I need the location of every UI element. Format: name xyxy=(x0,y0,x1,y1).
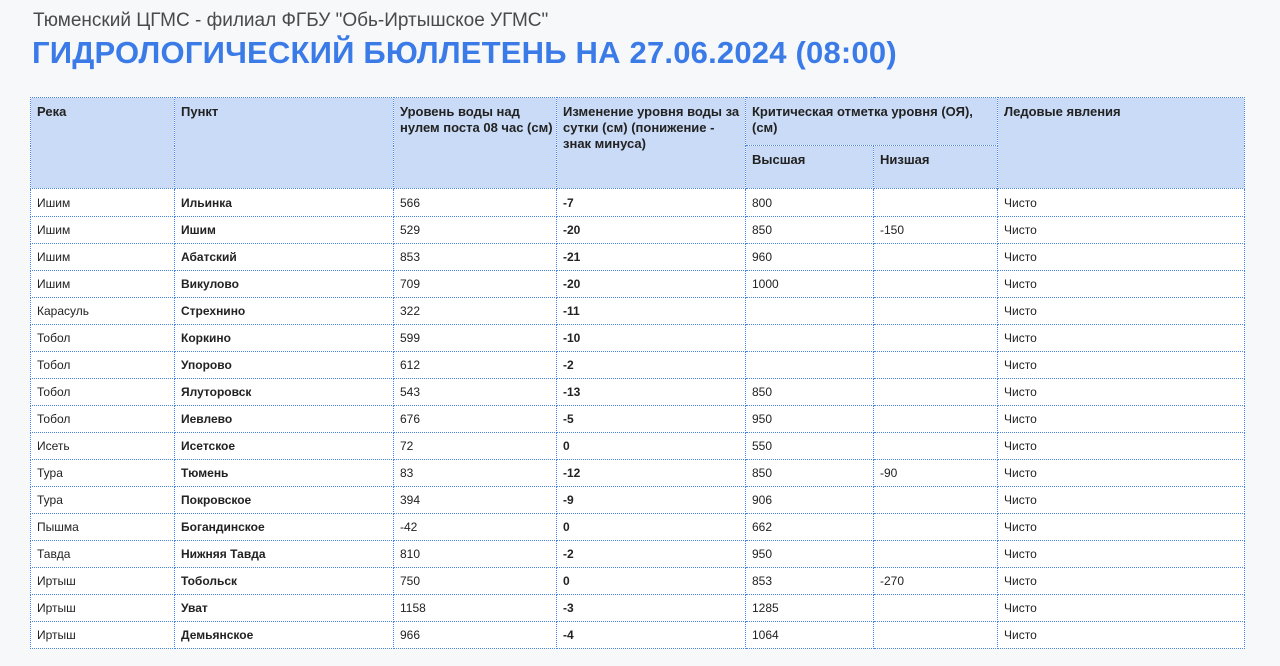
critical-high-cell: 662 xyxy=(746,514,874,541)
change-cell: 0 xyxy=(557,568,746,595)
level-cell: 72 xyxy=(394,433,557,460)
level-cell: 83 xyxy=(394,460,557,487)
change-cell: -12 xyxy=(557,460,746,487)
critical-high-cell xyxy=(746,325,874,352)
critical-low-cell: -90 xyxy=(874,460,998,487)
ice-cell: Чисто xyxy=(998,568,1245,595)
level-cell: 529 xyxy=(394,217,557,244)
critical-low-cell xyxy=(874,244,998,271)
table-row xyxy=(31,433,1245,460)
column-header-river: Река xyxy=(31,98,175,189)
river-cell: Иртыш xyxy=(31,622,175,649)
critical-high-cell xyxy=(746,352,874,379)
bulletin-title: ГИДРОЛОГИЧЕСКИЙ БЮЛЛЕТЕНЬ НА 27.06.2024 (08:00) xyxy=(32,35,897,70)
table-row xyxy=(31,460,1245,487)
change-cell: -9 xyxy=(557,487,746,514)
change-cell: -3 xyxy=(557,595,746,622)
critical-low-cell xyxy=(874,595,998,622)
river-cell: Ишим xyxy=(31,217,175,244)
critical-low-cell xyxy=(874,433,998,460)
column-header-point: Пункт xyxy=(175,98,394,189)
point-cell: Стрехнино xyxy=(175,298,394,325)
river-cell: Тавда xyxy=(31,541,175,568)
table-row xyxy=(31,379,1245,406)
critical-high-cell: 550 xyxy=(746,433,874,460)
column-header-critical-low: Низшая xyxy=(874,146,998,189)
critical-low-cell xyxy=(874,541,998,568)
river-cell: Тура xyxy=(31,487,175,514)
column-header-ice: Ледовые явления xyxy=(998,98,1245,189)
table-row xyxy=(31,568,1245,595)
column-header-change: Изменение уровня воды за сутки (см) (понижение - знак минуса) xyxy=(557,98,746,189)
column-header-critical: Критическая отметка уровня (ОЯ), (см) xyxy=(746,98,998,146)
ice-cell: Чисто xyxy=(998,406,1245,433)
change-cell: -13 xyxy=(557,379,746,406)
change-cell: 0 xyxy=(557,433,746,460)
ice-cell: Чисто xyxy=(998,325,1245,352)
level-cell: 394 xyxy=(394,487,557,514)
change-cell: -2 xyxy=(557,352,746,379)
point-cell: Коркино xyxy=(175,325,394,352)
point-cell: Уват xyxy=(175,595,394,622)
critical-low-cell: -150 xyxy=(874,217,998,244)
change-cell: -10 xyxy=(557,325,746,352)
river-cell: Ишим xyxy=(31,271,175,298)
level-cell: 543 xyxy=(394,379,557,406)
ice-cell: Чисто xyxy=(998,298,1245,325)
organization-subtitle: Тюменский ЦГМС - филиал ФГБУ "Обь-Иртышское УГМС" xyxy=(33,10,549,31)
level-cell: -42 xyxy=(394,514,557,541)
table-row xyxy=(31,622,1245,649)
table-row xyxy=(31,298,1245,325)
critical-high-cell: 850 xyxy=(746,217,874,244)
point-cell: Тюмень xyxy=(175,460,394,487)
critical-high-cell: 1064 xyxy=(746,622,874,649)
table-row xyxy=(31,189,1245,217)
level-cell: 566 xyxy=(394,189,557,217)
river-cell: Иртыш xyxy=(31,595,175,622)
critical-low-cell xyxy=(874,514,998,541)
ice-cell: Чисто xyxy=(998,487,1245,514)
river-cell: Ишим xyxy=(31,244,175,271)
critical-low-cell xyxy=(874,487,998,514)
table-row xyxy=(31,514,1245,541)
level-cell: 966 xyxy=(394,622,557,649)
change-cell: 0 xyxy=(557,514,746,541)
critical-high-cell: 850 xyxy=(746,460,874,487)
river-cell: Тобол xyxy=(31,352,175,379)
ice-cell: Чисто xyxy=(998,460,1245,487)
change-cell: -7 xyxy=(557,189,746,217)
critical-high-cell: 1000 xyxy=(746,271,874,298)
level-cell: 853 xyxy=(394,244,557,271)
point-cell: Упорово xyxy=(175,352,394,379)
point-cell: Ильинка xyxy=(175,189,394,217)
river-cell: Тобол xyxy=(31,325,175,352)
table-row xyxy=(31,271,1245,298)
river-cell: Иртыш xyxy=(31,568,175,595)
critical-low-cell xyxy=(874,622,998,649)
table-row xyxy=(31,244,1245,271)
point-cell: Исетское xyxy=(175,433,394,460)
critical-high-cell: 950 xyxy=(746,406,874,433)
change-cell: -4 xyxy=(557,622,746,649)
ice-cell: Чисто xyxy=(998,379,1245,406)
critical-low-cell xyxy=(874,352,998,379)
level-cell: 1158 xyxy=(394,595,557,622)
ice-cell: Чисто xyxy=(998,433,1245,460)
change-cell: -20 xyxy=(557,271,746,298)
table-row xyxy=(31,352,1245,379)
critical-high-cell xyxy=(746,298,874,325)
critical-high-cell: 906 xyxy=(746,487,874,514)
column-header-critical-high: Высшая xyxy=(746,146,874,189)
hydrology-table xyxy=(30,97,1245,649)
point-cell: Иевлево xyxy=(175,406,394,433)
ice-cell: Чисто xyxy=(998,189,1245,217)
point-cell: Ялуторовск xyxy=(175,379,394,406)
point-cell: Викулово xyxy=(175,271,394,298)
level-cell: 612 xyxy=(394,352,557,379)
ice-cell: Чисто xyxy=(998,541,1245,568)
change-cell: -20 xyxy=(557,217,746,244)
ice-cell: Чисто xyxy=(998,595,1245,622)
critical-low-cell xyxy=(874,271,998,298)
table-row xyxy=(31,487,1245,514)
river-cell: Пышма xyxy=(31,514,175,541)
critical-high-cell: 1285 xyxy=(746,595,874,622)
critical-low-cell xyxy=(874,298,998,325)
critical-low-cell: -270 xyxy=(874,568,998,595)
ice-cell: Чисто xyxy=(998,352,1245,379)
critical-low-cell xyxy=(874,406,998,433)
river-cell: Тобол xyxy=(31,406,175,433)
point-cell: Абатский xyxy=(175,244,394,271)
point-cell: Богандинское xyxy=(175,514,394,541)
change-cell: -5 xyxy=(557,406,746,433)
critical-high-cell: 960 xyxy=(746,244,874,271)
change-cell: -21 xyxy=(557,244,746,271)
change-cell: -11 xyxy=(557,298,746,325)
point-cell: Ишим xyxy=(175,217,394,244)
critical-low-cell xyxy=(874,379,998,406)
ice-cell: Чисто xyxy=(998,622,1245,649)
critical-high-cell: 800 xyxy=(746,189,874,217)
ice-cell: Чисто xyxy=(998,244,1245,271)
critical-low-cell xyxy=(874,325,998,352)
level-cell: 709 xyxy=(394,271,557,298)
table-row xyxy=(31,325,1245,352)
point-cell: Покровское xyxy=(175,487,394,514)
river-cell: Карасуль xyxy=(31,298,175,325)
ice-cell: Чисто xyxy=(998,217,1245,244)
river-cell: Ишим xyxy=(31,189,175,217)
level-cell: 810 xyxy=(394,541,557,568)
table-row xyxy=(31,595,1245,622)
point-cell: Тобольск xyxy=(175,568,394,595)
point-cell: Нижняя Тавда xyxy=(175,541,394,568)
table-row xyxy=(31,541,1245,568)
critical-high-cell: 850 xyxy=(746,379,874,406)
level-cell: 676 xyxy=(394,406,557,433)
table-row xyxy=(31,406,1245,433)
point-cell: Демьянское xyxy=(175,622,394,649)
level-cell: 322 xyxy=(394,298,557,325)
critical-high-cell: 950 xyxy=(746,541,874,568)
change-cell: -2 xyxy=(557,541,746,568)
river-cell: Исеть xyxy=(31,433,175,460)
river-cell: Тура xyxy=(31,460,175,487)
ice-cell: Чисто xyxy=(998,514,1245,541)
table-row xyxy=(31,217,1245,244)
critical-low-cell xyxy=(874,189,998,217)
river-cell: Тобол xyxy=(31,379,175,406)
column-header-level: Уровень воды над нулем поста 08 час (см) xyxy=(394,98,557,189)
critical-high-cell: 853 xyxy=(746,568,874,595)
ice-cell: Чисто xyxy=(998,271,1245,298)
level-cell: 750 xyxy=(394,568,557,595)
level-cell: 599 xyxy=(394,325,557,352)
